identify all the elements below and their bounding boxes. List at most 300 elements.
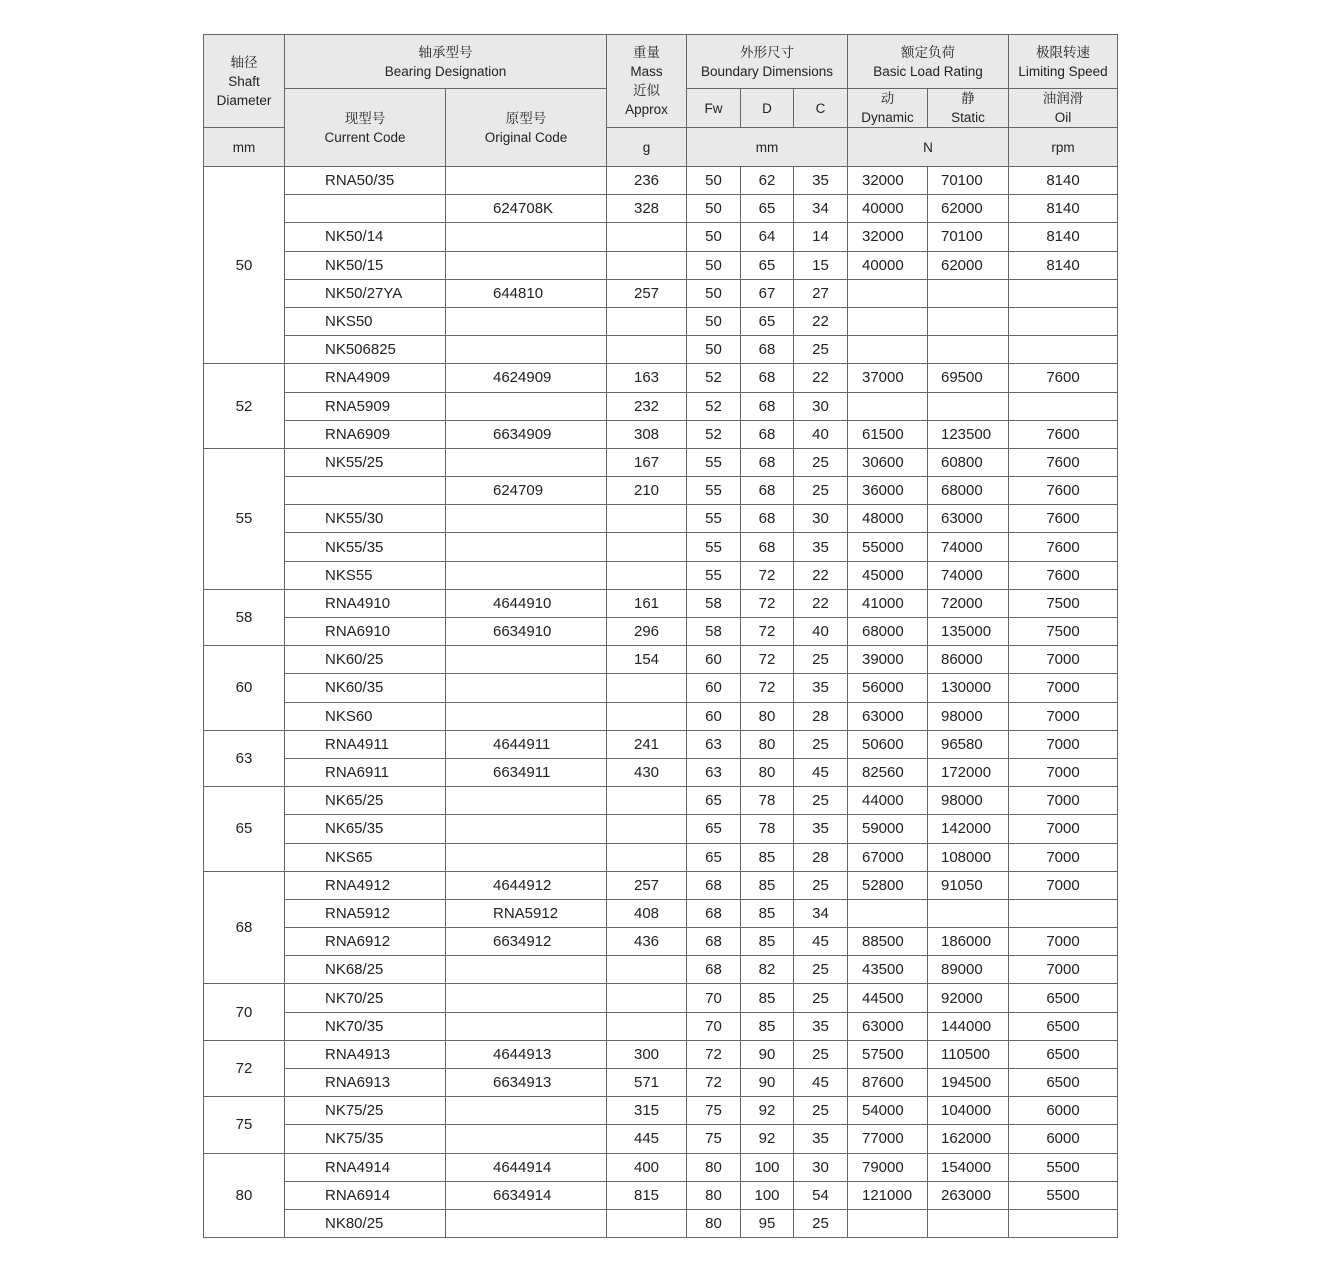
static-load-cell: 62000 <box>928 195 1009 223</box>
table-row <box>204 1209 1118 1237</box>
table-row <box>204 477 1118 505</box>
limiting-speed-cell: 7000 <box>1009 758 1118 786</box>
limiting-speed-cell: 8140 <box>1009 223 1118 251</box>
limiting-speed-cell: 6500 <box>1009 1040 1118 1068</box>
d-cell: 65 <box>741 195 794 223</box>
d-cell: 68 <box>741 505 794 533</box>
c-cell: 30 <box>794 392 848 420</box>
c-cell: 22 <box>794 307 848 335</box>
fw-cell: 60 <box>687 702 741 730</box>
current-code-cell: RNA6911 <box>285 758 446 786</box>
d-cell: 72 <box>741 646 794 674</box>
limiting-speed-cell: 8140 <box>1009 195 1118 223</box>
header-current-code: 现型号 Current Code <box>285 89 446 167</box>
header-bearing-designation: 轴承型号 Bearing Designation <box>285 35 607 89</box>
original-code-cell <box>446 336 607 364</box>
unit-load: N <box>848 128 1009 167</box>
static-load-cell: 104000 <box>928 1097 1009 1125</box>
d-cell: 62 <box>741 167 794 195</box>
table-row <box>204 505 1118 533</box>
static-load-cell: 263000 <box>928 1181 1009 1209</box>
original-code-cell: 644810 <box>446 279 607 307</box>
mass-cell <box>607 984 687 1012</box>
c-cell: 22 <box>794 561 848 589</box>
fw-cell: 68 <box>687 956 741 984</box>
mass-cell <box>607 956 687 984</box>
original-code-cell <box>446 448 607 476</box>
original-code-cell: 4624909 <box>446 364 607 392</box>
mass-cell: 161 <box>607 589 687 617</box>
fw-cell: 65 <box>687 815 741 843</box>
limiting-speed-cell: 7000 <box>1009 815 1118 843</box>
table-row <box>204 1125 1118 1153</box>
table-row <box>204 984 1118 1012</box>
limiting-speed-cell: 7600 <box>1009 477 1118 505</box>
dynamic-load-cell <box>848 336 928 364</box>
current-code-cell: NK50/15 <box>285 251 446 279</box>
original-code-cell <box>446 533 607 561</box>
limiting-speed-cell: 7000 <box>1009 646 1118 674</box>
c-cell: 45 <box>794 758 848 786</box>
limiting-speed-cell: 5500 <box>1009 1181 1118 1209</box>
table-row <box>204 392 1118 420</box>
d-cell: 68 <box>741 336 794 364</box>
original-code-cell <box>446 251 607 279</box>
static-load-cell: 72000 <box>928 589 1009 617</box>
c-cell: 25 <box>794 787 848 815</box>
current-code-cell: RNA4912 <box>285 871 446 899</box>
limiting-speed-cell <box>1009 279 1118 307</box>
fw-cell: 70 <box>687 1012 741 1040</box>
static-load-cell: 62000 <box>928 251 1009 279</box>
current-code-cell: NK60/25 <box>285 646 446 674</box>
c-cell: 25 <box>794 956 848 984</box>
limiting-speed-cell: 7600 <box>1009 364 1118 392</box>
d-cell: 85 <box>741 843 794 871</box>
table-row <box>204 1069 1118 1097</box>
table-row <box>204 561 1118 589</box>
mass-cell: 430 <box>607 758 687 786</box>
fw-cell: 70 <box>687 984 741 1012</box>
limiting-speed-cell: 8140 <box>1009 251 1118 279</box>
dynamic-load-cell: 59000 <box>848 815 928 843</box>
header-fw: Fw <box>687 89 741 128</box>
c-cell: 25 <box>794 448 848 476</box>
dynamic-load-cell: 32000 <box>848 223 928 251</box>
original-code-cell: 6634909 <box>446 420 607 448</box>
original-code-cell <box>446 815 607 843</box>
header-shaft-diameter: 轴径 Shaft Diameter <box>204 35 285 128</box>
dynamic-load-cell: 45000 <box>848 561 928 589</box>
table-row <box>204 787 1118 815</box>
d-cell: 68 <box>741 477 794 505</box>
current-code-cell: RNA6910 <box>285 618 446 646</box>
d-cell: 68 <box>741 448 794 476</box>
table-row <box>204 1153 1118 1181</box>
c-cell: 28 <box>794 843 848 871</box>
mass-cell <box>607 843 687 871</box>
static-load-cell: 86000 <box>928 646 1009 674</box>
static-load-cell: 142000 <box>928 815 1009 843</box>
limiting-speed-cell: 7600 <box>1009 533 1118 561</box>
original-code-cell <box>446 392 607 420</box>
mass-cell: 445 <box>607 1125 687 1153</box>
c-cell: 35 <box>794 1125 848 1153</box>
d-cell: 65 <box>741 307 794 335</box>
fw-cell: 68 <box>687 928 741 956</box>
table-row <box>204 1181 1118 1209</box>
shaft-diameter-cell: 63 <box>204 730 285 786</box>
current-code-cell: RNA50/35 <box>285 167 446 195</box>
c-cell: 45 <box>794 1069 848 1097</box>
original-code-cell <box>446 787 607 815</box>
table-row <box>204 307 1118 335</box>
fw-cell: 52 <box>687 364 741 392</box>
current-code-cell: NK55/30 <box>285 505 446 533</box>
mass-cell: 163 <box>607 364 687 392</box>
static-load-cell: 98000 <box>928 787 1009 815</box>
table-row <box>204 279 1118 307</box>
limiting-speed-cell: 7000 <box>1009 674 1118 702</box>
bearing-table <box>203 34 1118 1238</box>
static-load-cell: 70100 <box>928 223 1009 251</box>
table-row <box>204 674 1118 702</box>
c-cell: 35 <box>794 533 848 561</box>
fw-cell: 80 <box>687 1209 741 1237</box>
static-load-cell: 91050 <box>928 871 1009 899</box>
dynamic-load-cell: 63000 <box>848 1012 928 1040</box>
table-row <box>204 871 1118 899</box>
table-row <box>204 899 1118 927</box>
current-code-cell: RNA6913 <box>285 1069 446 1097</box>
c-cell: 34 <box>794 899 848 927</box>
limiting-speed-cell: 8140 <box>1009 167 1118 195</box>
c-cell: 25 <box>794 1097 848 1125</box>
shaft-diameter-cell: 50 <box>204 167 285 364</box>
original-code-cell: 6634913 <box>446 1069 607 1097</box>
c-cell: 34 <box>794 195 848 223</box>
mass-cell: 408 <box>607 899 687 927</box>
fw-cell: 68 <box>687 899 741 927</box>
dynamic-load-cell: 36000 <box>848 477 928 505</box>
dynamic-load-cell: 54000 <box>848 1097 928 1125</box>
c-cell: 30 <box>794 1153 848 1181</box>
dynamic-load-cell: 37000 <box>848 364 928 392</box>
d-cell: 85 <box>741 899 794 927</box>
static-load-cell: 89000 <box>928 956 1009 984</box>
fw-cell: 80 <box>687 1153 741 1181</box>
limiting-speed-cell: 7000 <box>1009 956 1118 984</box>
fw-cell: 68 <box>687 871 741 899</box>
shaft-diameter-cell: 80 <box>204 1153 285 1238</box>
c-cell: 25 <box>794 984 848 1012</box>
limiting-speed-cell: 6500 <box>1009 1012 1118 1040</box>
d-cell: 65 <box>741 251 794 279</box>
fw-cell: 52 <box>687 420 741 448</box>
original-code-cell: 4644913 <box>446 1040 607 1068</box>
d-cell: 82 <box>741 956 794 984</box>
mass-cell: 296 <box>607 618 687 646</box>
limiting-speed-cell: 6500 <box>1009 1069 1118 1097</box>
shaft-diameter-cell: 68 <box>204 871 285 984</box>
dynamic-load-cell: 88500 <box>848 928 928 956</box>
fw-cell: 52 <box>687 392 741 420</box>
current-code-cell: NK80/25 <box>285 1209 446 1237</box>
original-code-cell: 6634914 <box>446 1181 607 1209</box>
original-code-cell <box>446 167 607 195</box>
table-row <box>204 702 1118 730</box>
original-code-cell: 4644914 <box>446 1153 607 1181</box>
mass-cell: 571 <box>607 1069 687 1097</box>
table-row <box>204 1040 1118 1068</box>
original-code-cell: 4644912 <box>446 871 607 899</box>
current-code-cell: RNA4911 <box>285 730 446 758</box>
d-cell: 68 <box>741 533 794 561</box>
header-mass: 重量 Mass 近似 Approx <box>607 35 687 128</box>
static-load-cell: 144000 <box>928 1012 1009 1040</box>
d-cell: 78 <box>741 815 794 843</box>
d-cell: 85 <box>741 1012 794 1040</box>
table-row <box>204 448 1118 476</box>
header-d: D <box>741 89 794 128</box>
static-load-cell: 68000 <box>928 477 1009 505</box>
dynamic-load-cell: 67000 <box>848 843 928 871</box>
mass-cell: 257 <box>607 871 687 899</box>
original-code-cell <box>446 984 607 1012</box>
static-load-cell <box>928 899 1009 927</box>
fw-cell: 63 <box>687 730 741 758</box>
table-row <box>204 420 1118 448</box>
static-load-cell: 74000 <box>928 561 1009 589</box>
static-load-cell <box>928 336 1009 364</box>
mass-cell <box>607 702 687 730</box>
limiting-speed-cell: 6500 <box>1009 984 1118 1012</box>
limiting-speed-cell <box>1009 336 1118 364</box>
limiting-speed-cell: 7600 <box>1009 448 1118 476</box>
shaft-diameter-cell: 65 <box>204 787 285 872</box>
shaft-diameter-cell: 58 <box>204 589 285 645</box>
current-code-cell: NK68/25 <box>285 956 446 984</box>
table-row <box>204 195 1118 223</box>
c-cell: 25 <box>794 1209 848 1237</box>
mass-cell: 300 <box>607 1040 687 1068</box>
static-load-cell: 60800 <box>928 448 1009 476</box>
dynamic-load-cell: 48000 <box>848 505 928 533</box>
c-cell: 35 <box>794 167 848 195</box>
table-row <box>204 1012 1118 1040</box>
d-cell: 72 <box>741 561 794 589</box>
mass-cell: 241 <box>607 730 687 758</box>
limiting-speed-cell: 7000 <box>1009 787 1118 815</box>
c-cell: 25 <box>794 646 848 674</box>
static-load-cell: 108000 <box>928 843 1009 871</box>
original-code-cell <box>446 1125 607 1153</box>
mass-cell: 154 <box>607 646 687 674</box>
fw-cell: 75 <box>687 1097 741 1125</box>
original-code-cell <box>446 843 607 871</box>
limiting-speed-cell: 7000 <box>1009 730 1118 758</box>
original-code-cell <box>446 1012 607 1040</box>
c-cell: 22 <box>794 364 848 392</box>
mass-cell <box>607 561 687 589</box>
static-load-cell: 162000 <box>928 1125 1009 1153</box>
table-body <box>204 167 1118 1238</box>
shaft-diameter-cell: 60 <box>204 646 285 731</box>
fw-cell: 72 <box>687 1040 741 1068</box>
table-row <box>204 843 1118 871</box>
limiting-speed-cell: 7600 <box>1009 505 1118 533</box>
original-code-cell: 4644911 <box>446 730 607 758</box>
dynamic-load-cell <box>848 1209 928 1237</box>
fw-cell: 55 <box>687 505 741 533</box>
shaft-diameter-cell: 55 <box>204 448 285 589</box>
fw-cell: 50 <box>687 223 741 251</box>
d-cell: 72 <box>741 618 794 646</box>
limiting-speed-cell <box>1009 899 1118 927</box>
table-row <box>204 1097 1118 1125</box>
table-row <box>204 815 1118 843</box>
header-basic-load-rating: 额定负荷 Basic Load Rating <box>848 35 1009 89</box>
dynamic-load-cell: 79000 <box>848 1153 928 1181</box>
fw-cell: 50 <box>687 336 741 364</box>
c-cell: 25 <box>794 336 848 364</box>
dynamic-load-cell: 44500 <box>848 984 928 1012</box>
dynamic-load-cell: 41000 <box>848 589 928 617</box>
fw-cell: 55 <box>687 533 741 561</box>
static-load-cell <box>928 279 1009 307</box>
original-code-cell: 4644910 <box>446 589 607 617</box>
fw-cell: 72 <box>687 1069 741 1097</box>
d-cell: 68 <box>741 392 794 420</box>
d-cell: 85 <box>741 871 794 899</box>
fw-cell: 50 <box>687 307 741 335</box>
table-row <box>204 251 1118 279</box>
mass-cell <box>607 674 687 702</box>
c-cell: 28 <box>794 702 848 730</box>
dynamic-load-cell: 40000 <box>848 195 928 223</box>
limiting-speed-cell: 5500 <box>1009 1153 1118 1181</box>
d-cell: 72 <box>741 674 794 702</box>
current-code-cell <box>285 477 446 505</box>
dynamic-load-cell: 87600 <box>848 1069 928 1097</box>
static-load-cell <box>928 392 1009 420</box>
c-cell: 35 <box>794 674 848 702</box>
static-load-cell: 70100 <box>928 167 1009 195</box>
header-oil: 油润滑 Oil <box>1009 89 1118 128</box>
current-code-cell: NK55/25 <box>285 448 446 476</box>
mass-cell: 315 <box>607 1097 687 1125</box>
table-row <box>204 758 1118 786</box>
limiting-speed-cell: 7000 <box>1009 843 1118 871</box>
mass-cell <box>607 307 687 335</box>
limiting-speed-cell: 7500 <box>1009 589 1118 617</box>
mass-cell <box>607 1209 687 1237</box>
current-code-cell: NK506825 <box>285 336 446 364</box>
table-header <box>204 35 1118 167</box>
limiting-speed-cell <box>1009 392 1118 420</box>
unit-shaft: mm <box>204 128 285 167</box>
current-code-cell: NK75/25 <box>285 1097 446 1125</box>
mass-cell <box>607 251 687 279</box>
limiting-speed-cell: 6000 <box>1009 1097 1118 1125</box>
table-row <box>204 364 1118 392</box>
mass-cell: 328 <box>607 195 687 223</box>
fw-cell: 55 <box>687 448 741 476</box>
static-load-cell: 92000 <box>928 984 1009 1012</box>
shaft-diameter-cell: 72 <box>204 1040 285 1096</box>
fw-cell: 75 <box>687 1125 741 1153</box>
limiting-speed-cell: 6000 <box>1009 1125 1118 1153</box>
d-cell: 72 <box>741 589 794 617</box>
original-code-cell <box>446 307 607 335</box>
dynamic-load-cell <box>848 899 928 927</box>
static-load-cell: 186000 <box>928 928 1009 956</box>
c-cell: 35 <box>794 815 848 843</box>
fw-cell: 63 <box>687 758 741 786</box>
current-code-cell: NKS50 <box>285 307 446 335</box>
fw-cell: 50 <box>687 167 741 195</box>
current-code-cell: NK50/27YA <box>285 279 446 307</box>
current-code-cell: NK75/35 <box>285 1125 446 1153</box>
fw-cell: 60 <box>687 646 741 674</box>
current-code-cell: NK55/35 <box>285 533 446 561</box>
static-load-cell: 154000 <box>928 1153 1009 1181</box>
current-code-cell: RNA6909 <box>285 420 446 448</box>
dynamic-load-cell: 77000 <box>848 1125 928 1153</box>
d-cell: 85 <box>741 984 794 1012</box>
static-load-cell: 110500 <box>928 1040 1009 1068</box>
d-cell: 67 <box>741 279 794 307</box>
mass-cell: 236 <box>607 167 687 195</box>
dynamic-load-cell <box>848 392 928 420</box>
static-load-cell: 130000 <box>928 674 1009 702</box>
table-row <box>204 646 1118 674</box>
fw-cell: 50 <box>687 279 741 307</box>
dynamic-load-cell: 43500 <box>848 956 928 984</box>
mass-cell <box>607 787 687 815</box>
dynamic-load-cell: 52800 <box>848 871 928 899</box>
static-load-cell: 123500 <box>928 420 1009 448</box>
c-cell: 25 <box>794 1040 848 1068</box>
d-cell: 92 <box>741 1125 794 1153</box>
dynamic-load-cell: 63000 <box>848 702 928 730</box>
dynamic-load-cell <box>848 307 928 335</box>
mass-cell: 400 <box>607 1153 687 1181</box>
current-code-cell: RNA6912 <box>285 928 446 956</box>
current-code-cell: RNA4909 <box>285 364 446 392</box>
current-code-cell: RNA4913 <box>285 1040 446 1068</box>
mass-cell: 210 <box>607 477 687 505</box>
table-row <box>204 589 1118 617</box>
header-static: 静 Static <box>928 89 1009 128</box>
c-cell: 14 <box>794 223 848 251</box>
header-limiting-speed: 极限转速 Limiting Speed <box>1009 35 1118 89</box>
original-code-cell: RNA5912 <box>446 899 607 927</box>
table-row <box>204 956 1118 984</box>
fw-cell: 58 <box>687 589 741 617</box>
fw-cell: 80 <box>687 1181 741 1209</box>
dynamic-load-cell: 44000 <box>848 787 928 815</box>
fw-cell: 65 <box>687 843 741 871</box>
static-load-cell: 194500 <box>928 1069 1009 1097</box>
d-cell: 68 <box>741 420 794 448</box>
static-load-cell: 69500 <box>928 364 1009 392</box>
unit-speed: rpm <box>1009 128 1118 167</box>
shaft-diameter-cell: 52 <box>204 364 285 449</box>
header-c: C <box>794 89 848 128</box>
dynamic-load-cell: 57500 <box>848 1040 928 1068</box>
static-load-cell: 74000 <box>928 533 1009 561</box>
